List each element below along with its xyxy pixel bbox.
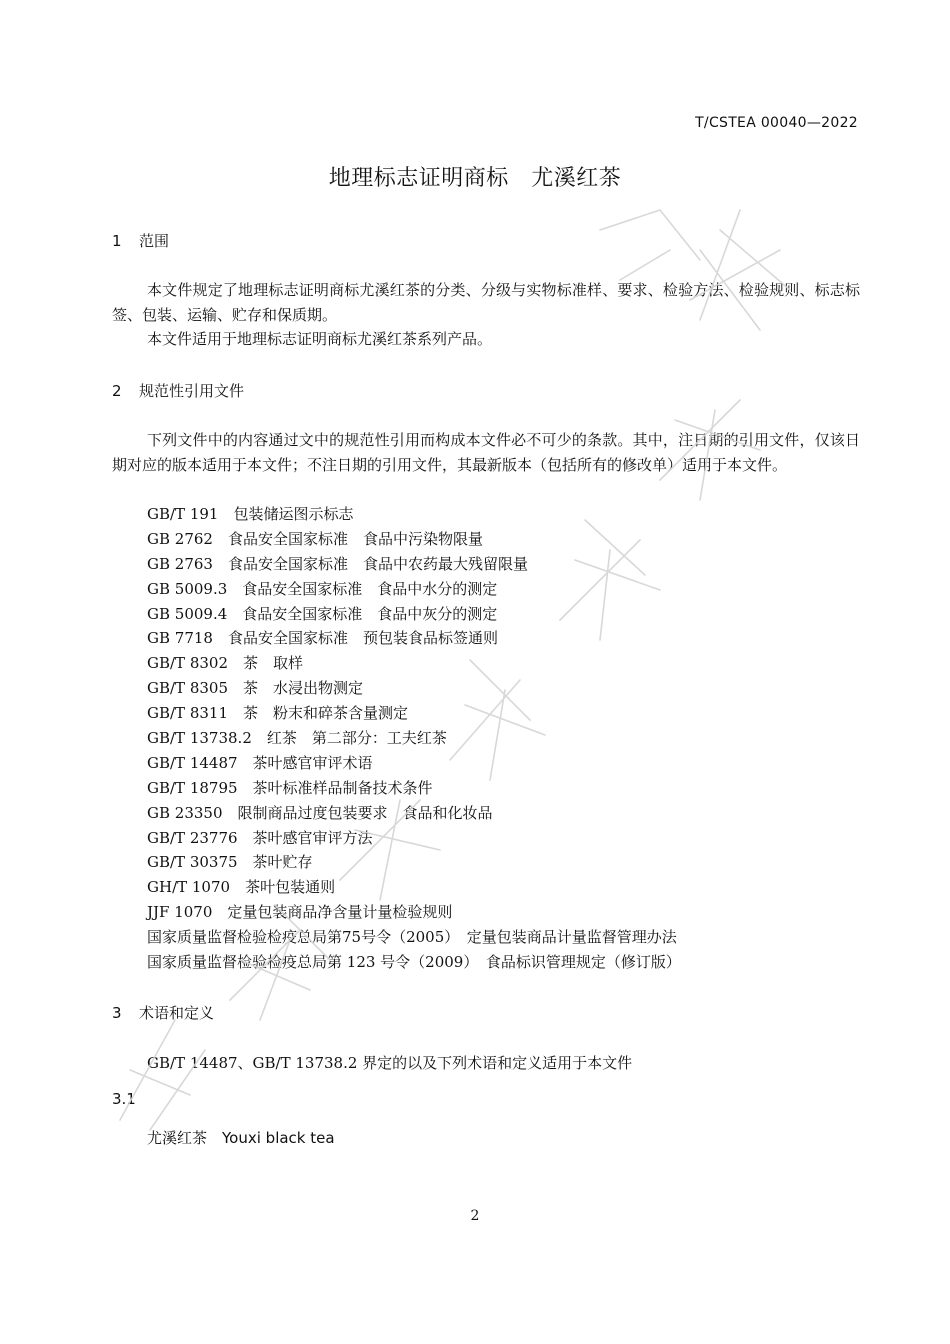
section-number: 2 [112, 382, 122, 400]
reference-item: JJF 1070 定量包装商品净含量计量检验规则 [147, 903, 453, 922]
terms-intro: GB/T 14487、GB/T 13738.2 界定的以及下列术语和定义适用于本文件 [147, 1054, 633, 1072]
section-2-heading [112, 380, 244, 401]
reference-list [147, 502, 681, 975]
term-entry: 尤溪红茶 Youxi black tea [147, 1129, 335, 1147]
section-title: 范围 [139, 232, 170, 250]
section-1-heading [112, 230, 169, 251]
reference-item: GB 2762 食品安全国家标准 食品中污染物限量 [147, 529, 483, 548]
document-title: 地理标志证明商标 尤溪红茶 [328, 166, 622, 191]
document-code: T/CSTEA 00040—2022 [695, 115, 858, 131]
reference-item: GH/T 1070 茶叶包装通则 [147, 878, 336, 897]
reference-item: 国家质量监督检验检疫总局第75号令（2005） 定量包装商品计量监督管理办法 [147, 928, 677, 947]
scope-paragraph-2: 本文件适用于地理标志证明商标尤溪红茶系列产品。 [147, 330, 493, 348]
reference-item: GB/T 8302 茶 取样 [147, 654, 304, 673]
section-number: 3 [112, 1004, 122, 1022]
section-number: 1 [112, 232, 122, 250]
page-number: 2 [470, 1208, 480, 1224]
reference-item: GB 5009.4 食品安全国家标准 食品中灰分的测定 [147, 604, 498, 623]
reference-item: GB/T 14487 茶叶感官审评术语 [147, 753, 373, 772]
reference-item: GB/T 191 包装储运图示标志 [147, 505, 354, 523]
reference-item: GB/T 18795 茶叶标准样品制备技术条件 [147, 778, 433, 797]
reference-item: GB/T 8305 茶 水浸出物测定 [147, 679, 364, 698]
reference-item: GB 2763 食品安全国家标准 食品中农药最大残留限量 [147, 554, 528, 573]
section-title: 术语和定义 [139, 1004, 215, 1022]
reference-item: GB 5009.3 食品安全国家标准 食品中水分的测定 [147, 579, 498, 598]
reference-item: GB/T 13738.2 红茶 第二部分：工夫红茶 [147, 729, 447, 748]
reference-item: 国家质量监督检验检疫总局第 123 号令（2009） 食品标识管理规定（修订版） [147, 953, 681, 972]
reference-item: GB/T 30375 茶叶贮存 [147, 853, 313, 872]
normative-references-intro: 下列文件中的内容通过文中的规范性引用而构成本文件必不可少的条款。其中，注日期的引用文件，仅该日期对应的版本适用于本文件；不注日期的引用文件，其最新版本（包括所有的修改单）适用于本文件。 [112, 431, 860, 474]
reference-item: GB 23350 限制商品过度包装要求 食品和化妆品 [147, 803, 493, 822]
reference-item: GB 7718 食品安全国家标准 预包装食品标签通则 [147, 629, 498, 648]
subsection-number: 3.1 [112, 1090, 136, 1108]
section-3-heading [112, 1002, 214, 1023]
section-title: 规范性引用文件 [139, 382, 245, 400]
reference-item: GB/T 23776 茶叶感官审评方法 [147, 828, 373, 847]
scope-paragraph-1: 本文件规定了地理标志证明商标尤溪红茶的分类、分级与实物标准样、要求、检验方法、检验规则、标志标签、包装、运输、贮存和保质期。 [112, 281, 860, 324]
reference-item: GB/T 8311 茶 粉末和碎茶含量测定 [147, 704, 409, 723]
